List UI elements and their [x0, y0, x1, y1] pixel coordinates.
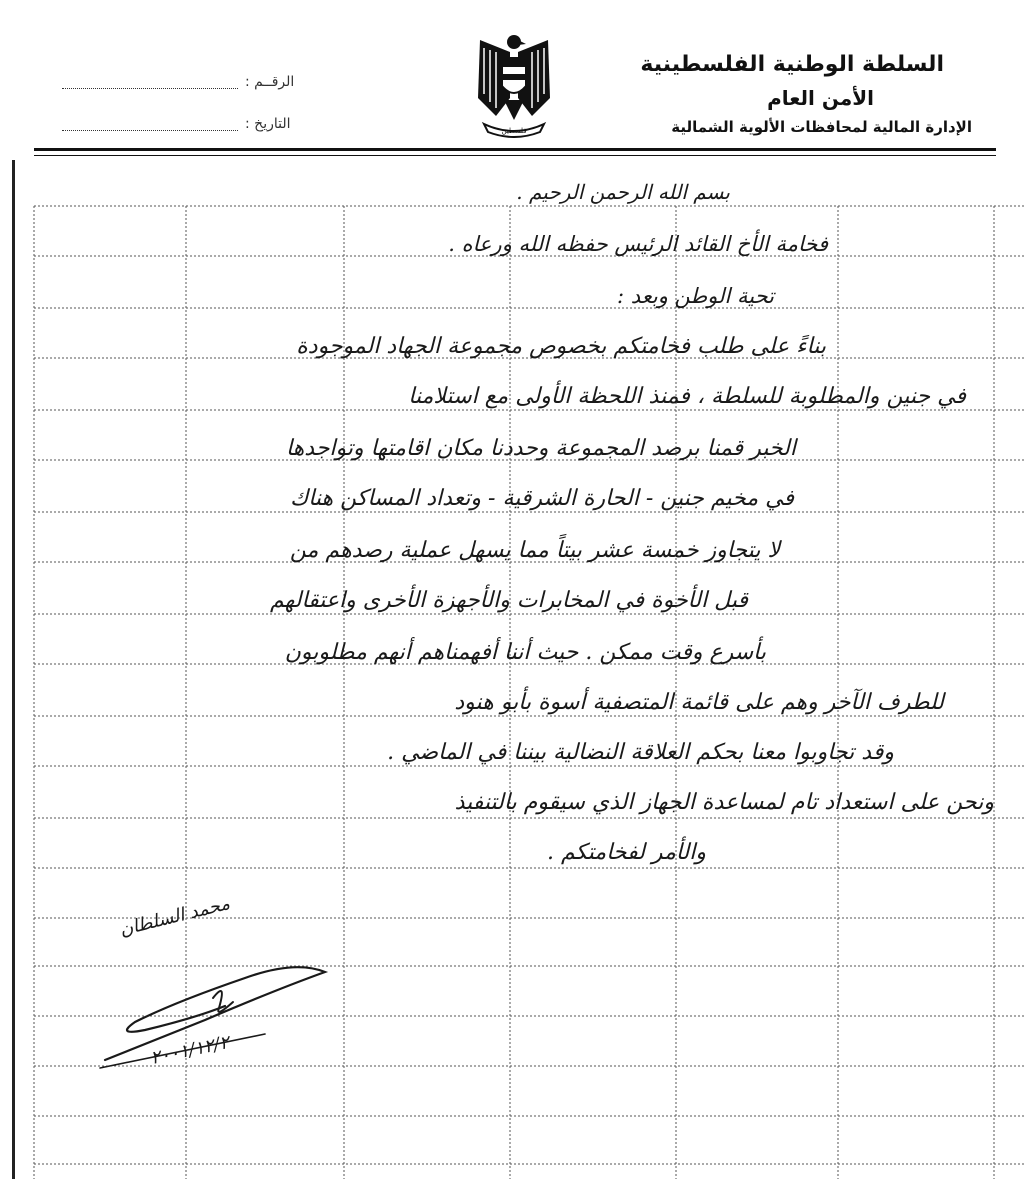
department-name: الأمن العام	[767, 86, 874, 110]
body-line: لا يتجاوز خمسة عشر بيتاً مما يسهل عملية رصدهم من	[289, 538, 780, 563]
body-line: في جنين والمطلوبة للسلطة ، فمنذ اللحظة الأولى مع استلامنا	[408, 384, 966, 409]
body-line: في مخيم جنين - الحارة الشرقية - وتعداد المساكن هناك	[290, 486, 794, 511]
sub-department-name: الإدارة المالية لمحافظات الألوية الشمالية	[671, 118, 972, 136]
date-label: التاريخ :	[245, 116, 291, 132]
body-line: ونحن على استعداد تام لمساعدة الجهاز الذي سيقوم بالتنفيذ	[454, 790, 994, 815]
body-line: بناءً على طلب فخامتكم بخصوص مجموعة الجهاد الموجودة	[296, 334, 826, 359]
reference-label: الرقــم :	[245, 74, 295, 90]
emblem-text: فلسطين	[501, 127, 527, 135]
basmala: بسم الله الرحمن الرحيم .	[516, 180, 730, 204]
body-line: الخبر قمنا برصد المجموعة وحددنا مكان اقامتها وتواجدها	[285, 436, 796, 461]
body-line: وقد تجاوبوا معنا بحكم العلاقة النضالية بيننا في الماضي .	[387, 740, 894, 765]
handwritten-signature	[95, 950, 345, 1080]
body-line: للطرف الآخر وهم على قائمة المتصفية أسوة بأبو هنود	[454, 690, 944, 715]
body-line: بأسرع وقت ممكن . حيث أننا أفهمناهم أنهم مطلوبون	[284, 640, 766, 665]
salutation: فخامة الأخ القائد الرئيس حفظه الله ورعاه .	[448, 232, 828, 256]
body-line: قبل الأخوة في المخابرات والأجهزة الأخرى واعتقالهم	[269, 588, 748, 613]
greeting: تحية الوطن وبعد :	[616, 284, 774, 308]
signature-date: ٢٠٠١/١٢/٢	[148, 1031, 232, 1070]
organization-name: السلطة الوطنية الفلسطينية	[640, 52, 944, 77]
signer-name: محمد السلطان	[117, 893, 233, 941]
body-line: والأمر لفخامتكم .	[547, 840, 706, 865]
